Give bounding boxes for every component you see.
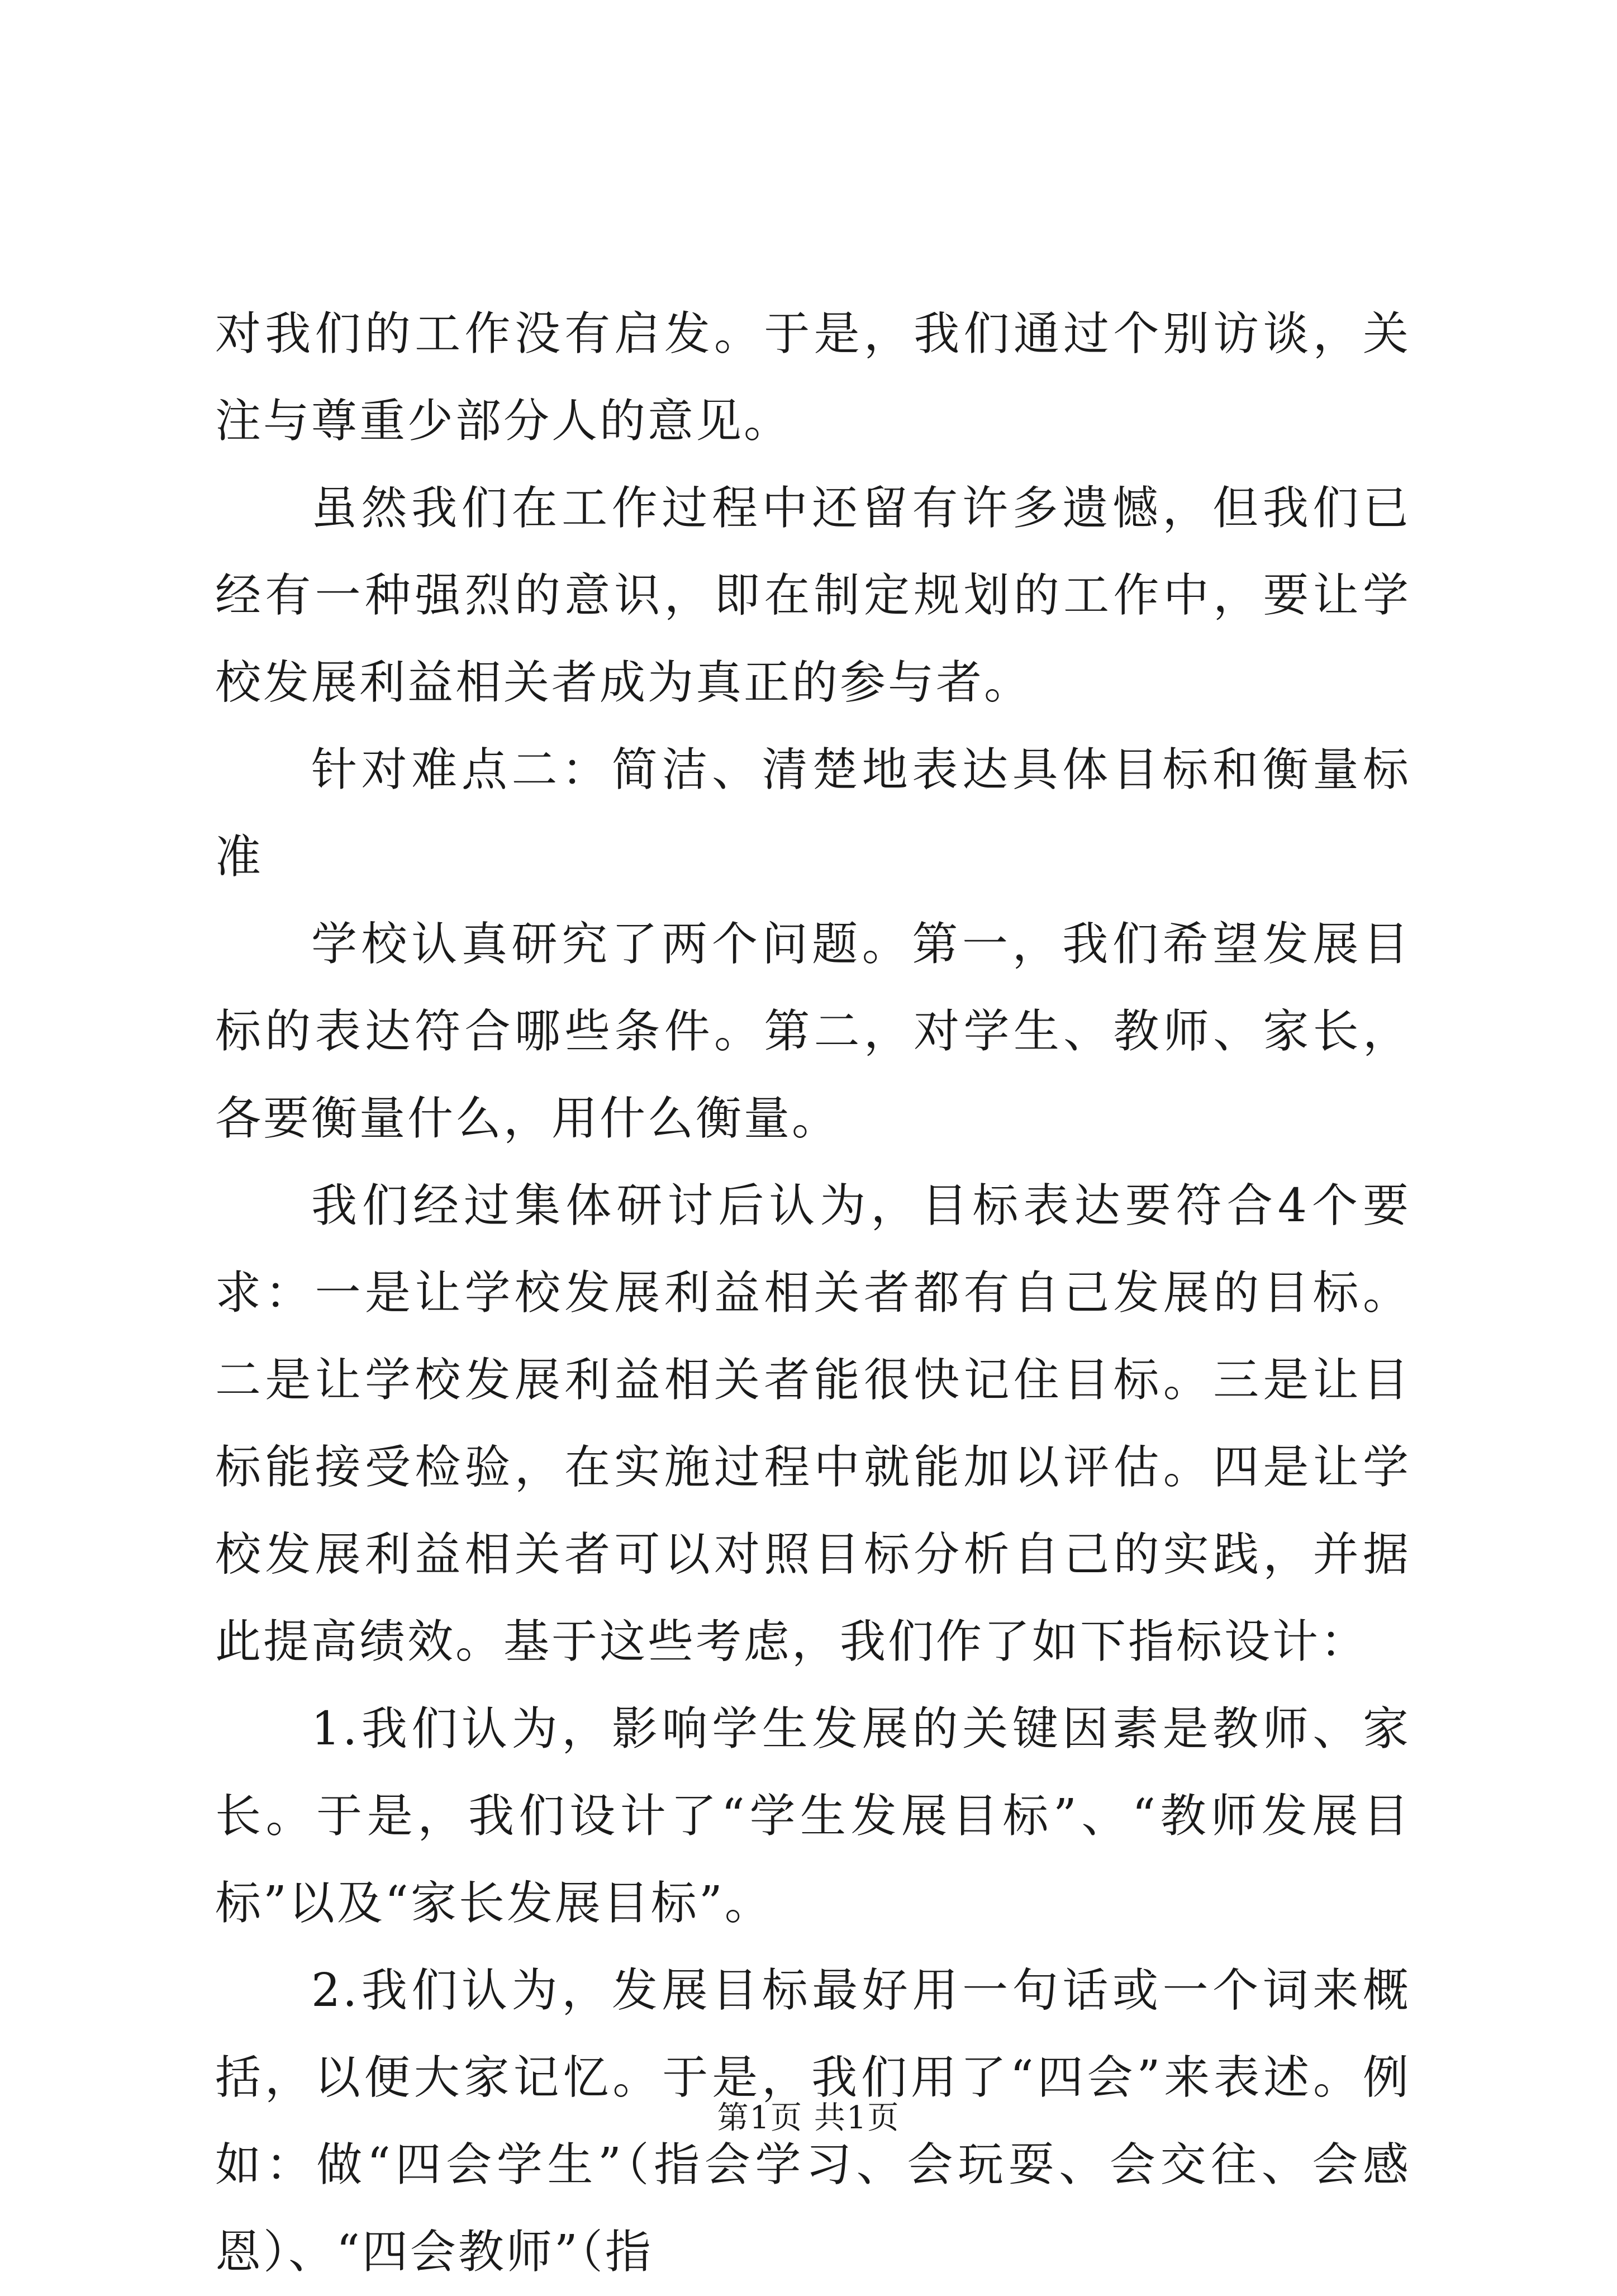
paragraph-5: 我们经过集体研讨后认为，目标表达要符合4个要求：一是让学校发展利益相关者都有自己发展的目标。二是让学校发展利益相关者能很快记住目标。三是让目标能接受检验，在实施过程中就能加以评估。四是让学校发展利益相关者可以对照目标分析自己的实践，并据此提高绩效。基于这些考虑，我们作了如下指标设计： bbox=[215, 1179, 1411, 1668]
paragraph-6: 1.我们认为，影响学生发展的关键因素是教师、家长。于是，我们设计了“学生发展目标”、“教师发展目标”以及“家长发展目标”。 bbox=[215, 1702, 1411, 1930]
paragraph-1: 对我们的工作没有启发。于是，我们通过个别访谈，关注与尊重少部分人的意见。 bbox=[215, 307, 1411, 448]
paragraph-2: 虽然我们在工作过程中还留有许多遗憾，但我们已经有一种强烈的意识，即在制定规划的工作中，要让学校发展利益相关者成为真正的参与者。 bbox=[215, 482, 1411, 709]
paragraph-7: 2.我们认为，发展目标最好用一句话或一个词来概括，以便大家记忆。于是，我们用了“四会”来表述。例如：做“四会学生”（指会学习、会玩耍、会交往、会感恩）、“四会教师”（指 bbox=[215, 1964, 1411, 2279]
paragraph-3-heading: 针对难点二：简洁、清楚地表达具体目标和衡量标准 bbox=[215, 743, 1411, 884]
document-body bbox=[215, 291, 1411, 2296]
paragraph-4: 学校认真研究了两个问题。第一，我们希望发展目标的表达符合哪些条件。第二，对学生、教师、家长，各要衡量什么，用什么衡量。 bbox=[215, 918, 1411, 1145]
page-footer: 第1页 共1页 bbox=[717, 2100, 900, 2136]
